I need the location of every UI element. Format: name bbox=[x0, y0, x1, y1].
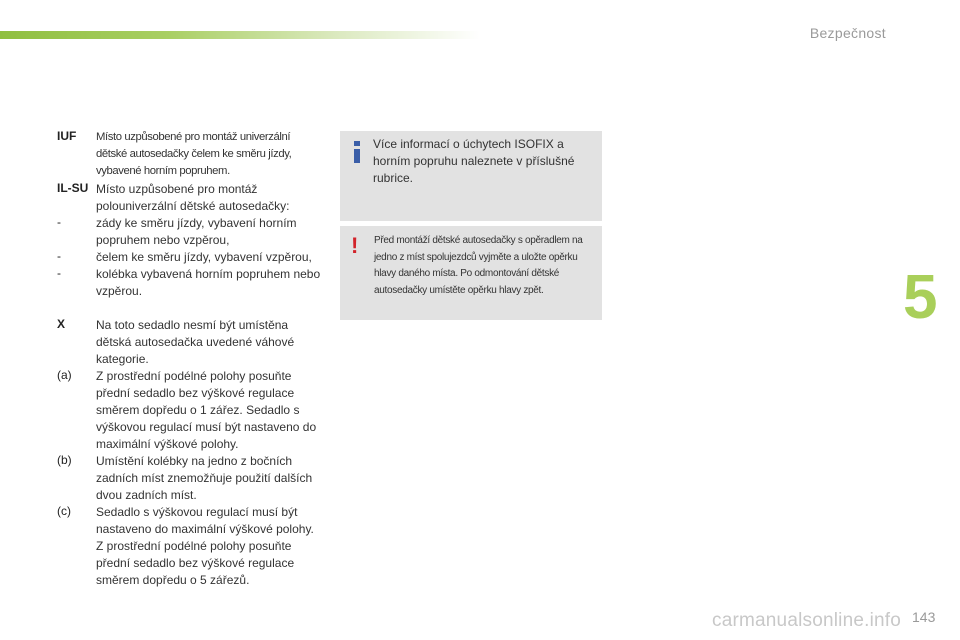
legend-entry-a bbox=[57, 368, 322, 453]
legend-text: čelem ke směru jízdy, vybavení vzpěrou, bbox=[96, 250, 312, 264]
legend-top bbox=[57, 129, 322, 300]
info-box bbox=[340, 131, 602, 221]
legend-key: - bbox=[57, 266, 61, 280]
legend-key: (a) bbox=[57, 368, 72, 382]
legend-entry-x bbox=[57, 317, 322, 368]
legend-entry-b bbox=[57, 453, 322, 504]
legend-key: IL-SU bbox=[57, 181, 89, 195]
warning-text: Před montáží dětské autosedačky s opěradlem na jedno z míst spolujezdců vyjměte a uložte opěrku hlavy daného místa. Po odmontování dětské autosedačky umístěte opěrku hlavy zpět. bbox=[374, 235, 583, 296]
header-accent-bar bbox=[0, 31, 480, 39]
legend-text: Místo uzpůsobené pro montáž univerzální dětské autosedačky čelem ke směru jízdy, vybavené horním popruhem. bbox=[96, 131, 292, 177]
legend-text: kolébka vybavená horním popruhem nebo vzpěrou. bbox=[96, 267, 321, 298]
legend-entry-ilsu bbox=[57, 181, 322, 215]
legend-key: (c) bbox=[57, 504, 71, 518]
legend-key: IUF bbox=[57, 129, 77, 143]
info-text: Více informací o úchytech ISOFIX a horním popruhu naleznete v příslušné rubrice. bbox=[373, 137, 575, 185]
warning-box bbox=[340, 226, 602, 320]
info-icon bbox=[352, 141, 361, 163]
page-number: 143 bbox=[912, 609, 936, 625]
legend-entry-iuf bbox=[57, 129, 322, 180]
legend-text: Místo uzpůsobené pro montáž polouniverzální dětské autosedačky: bbox=[96, 182, 290, 213]
legend-text: Na toto sedadlo nesmí být umístěna dětská autosedačka uvedené váhové kategorie. bbox=[96, 318, 295, 366]
legend-text: Z prostřední podélné polohy posuňte přední sedadlo bez výškové regulace směrem dopředu o 1 zářez. Sedadlo s výškovou regulací musí být nastaveno do maximální výškové polohy. bbox=[96, 369, 317, 451]
legend-key: - bbox=[57, 215, 61, 229]
legend-key: X bbox=[57, 317, 66, 331]
legend-entry-c bbox=[57, 504, 322, 589]
legend-bottom bbox=[57, 317, 322, 589]
legend-text: zády ke směru jízdy, vybavení horním popruhem nebo vzpěrou, bbox=[96, 216, 297, 247]
chapter-number: 5 bbox=[903, 263, 938, 332]
legend-text: Umístění kolébky na jedno z bočních zadních míst znemožňuje použití dalších dvou zadních míst. bbox=[96, 454, 313, 502]
section-title: Bezpečnost bbox=[809, 25, 886, 41]
legend-entry-dash bbox=[57, 249, 322, 266]
legend-entry-dash bbox=[57, 266, 322, 300]
legend-key: (b) bbox=[57, 453, 72, 467]
legend-text: Sedadlo s výškovou regulací musí být nastaveno do maximální výškové polohy. Z prostřední podélné polohy posuňte přední sedadlo bez výškové regulace směrem dopředu o 5 zářezů. bbox=[96, 505, 314, 587]
legend-key: - bbox=[57, 249, 61, 263]
warning-icon: ! bbox=[351, 233, 359, 258]
watermark: carmanualsonline.info bbox=[712, 610, 902, 631]
legend-entry-dash bbox=[57, 215, 322, 249]
